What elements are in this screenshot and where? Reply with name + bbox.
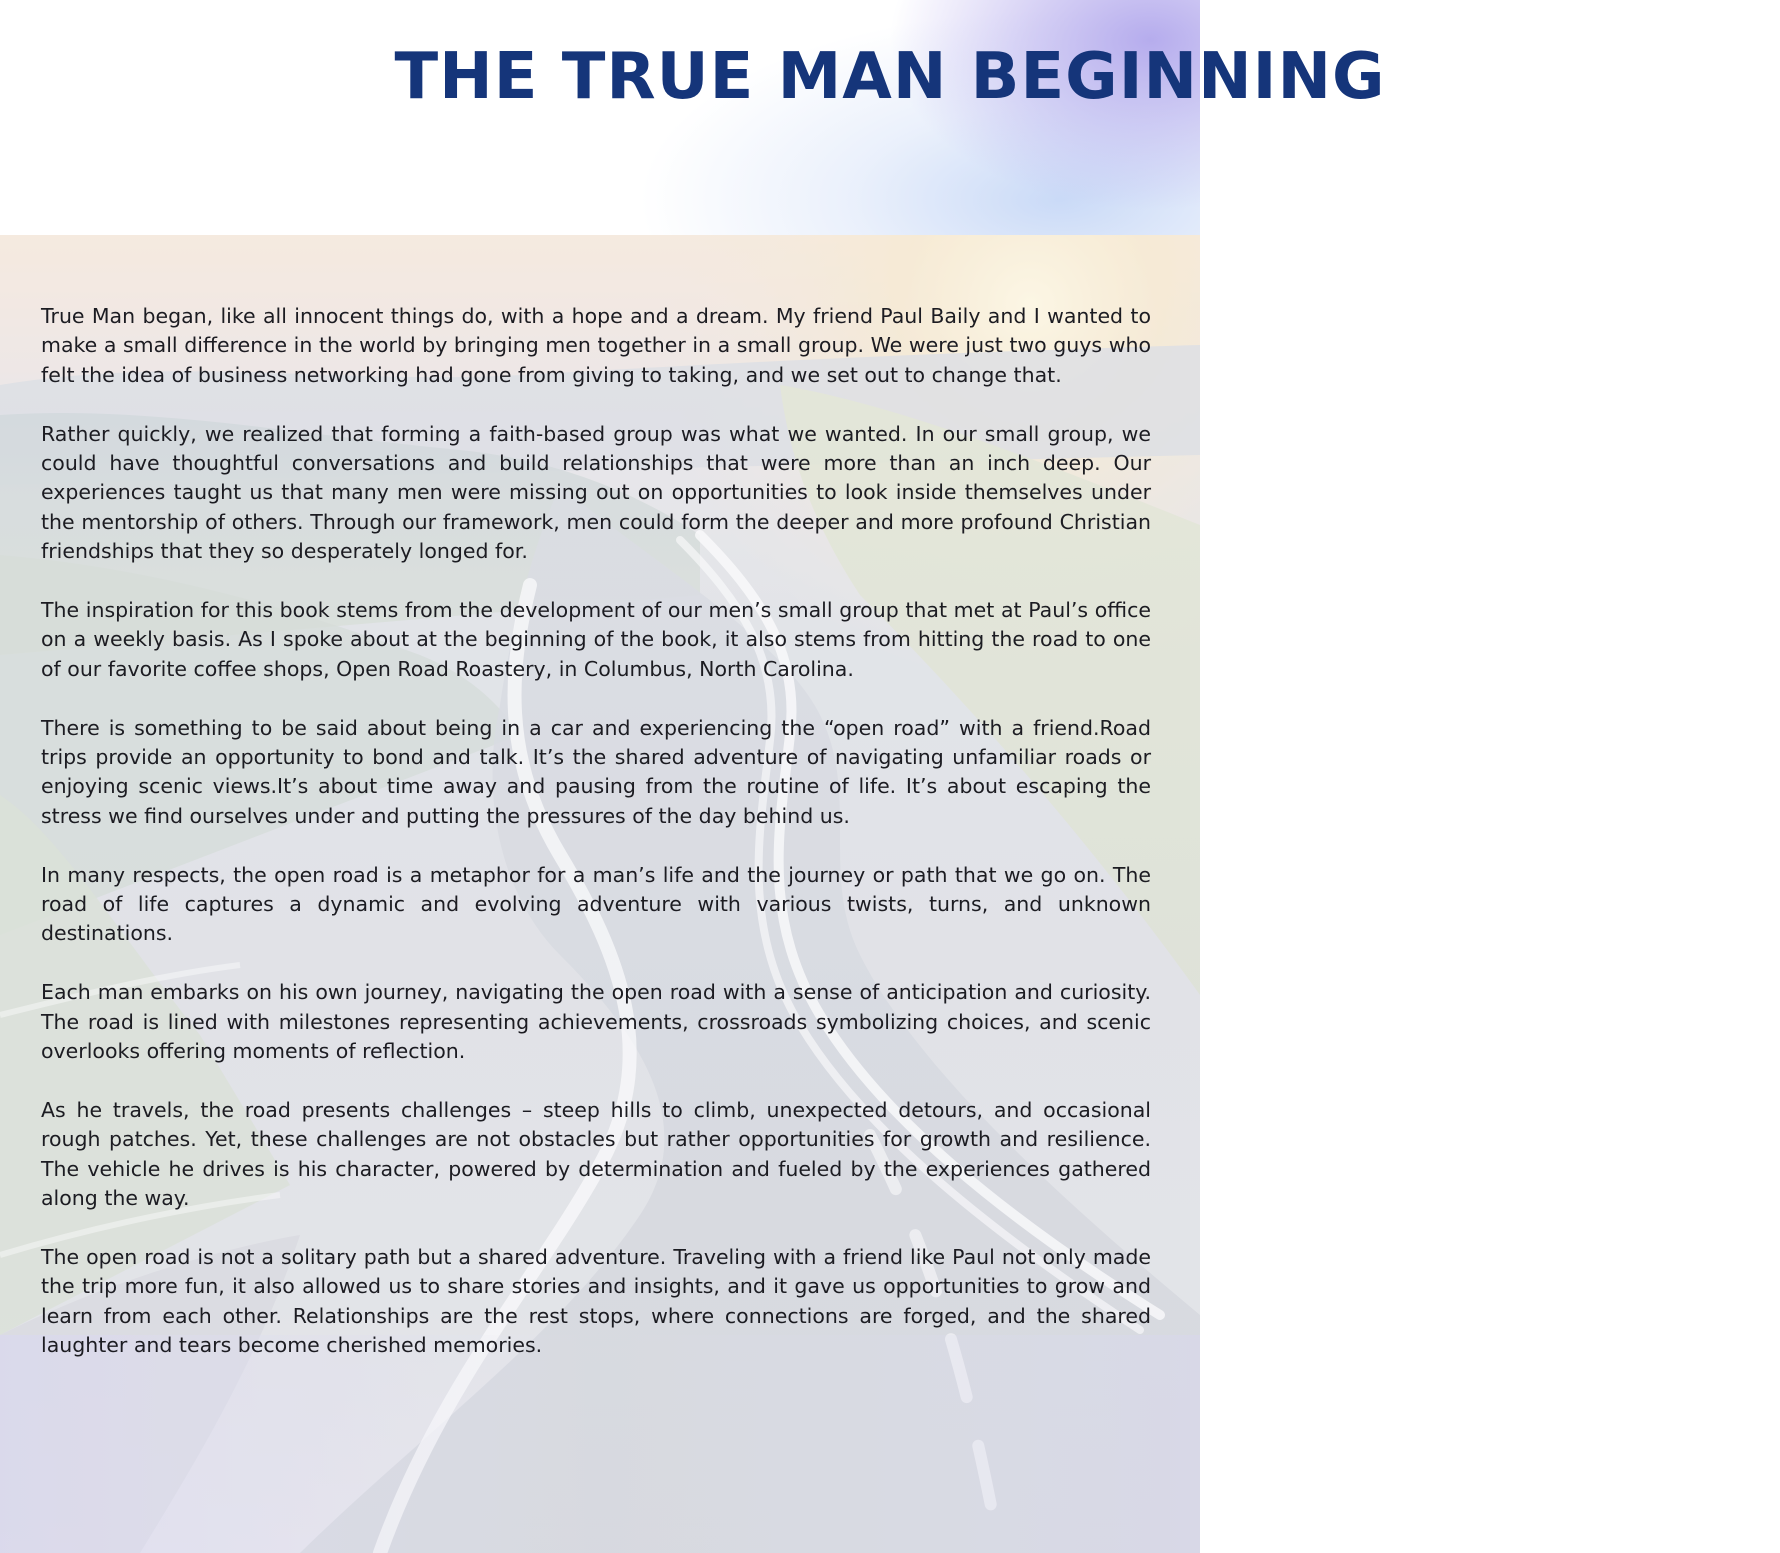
paragraph-4: There is something to be said about being in a car and experiencing the “open road” with a friend.Road trips provide an opportunity to bond and talk. It’s the shared adventure of navigating unfamiliar roads or enjoying scenic views.It’s about time away and pausing from the routine of life. It’s about escaping the stress we find ourselves under and putting the pressures of the day behind us.	[41, 715, 1151, 828]
page-header	[0, 0, 1386, 235]
paragraph-3: The inspiration for this book stems from the development of our men’s small group that met at Paul’s office on a weekly basis. As I spoke about at the beginning of the book, it also stems from hitting the road to one of our favorite coffee shops, Open Road Roastery, in Columbus, North Carolina.	[41, 598, 1151, 681]
paragraph-1: True Man began, like all innocent things do, with a hope and a dream. My friend Paul Baily and I wanted to make a small difference in the world by bringing men together in a small group. We were just two guys who felt the idea of business networking had gone from giving to taking, and we set out to change that.	[41, 304, 1151, 387]
paragraph-8: The open road is not a solitary path but a shared adventure. Traveling with a friend like Paul not only made the trip more fun, it also allowed us to share stories and insights, and it gave us opportunities to grow and learn from each other. Relationships are the rest stops, where connections are forged, and the shared laughter and tears become cherished memories.	[41, 1244, 1151, 1358]
paragraph-6: Each man embarks on his own journey, navigating the open road with a sense of anticipation and curiosity. The road is lined with milestones representing achievements, crossroads symbolizing choices, and scenic overlooks offering moments of reflection.	[41, 980, 1151, 1064]
page-title: THE TRUE MAN BEGINNING	[394, 40, 1386, 114]
paragraph-5: In many respects, the open road is a metaphor for a man’s life and the journey or path that we go on. The road of life captures a dynamic and evolving adventure with various twists, turns, and unknown destinations.	[41, 862, 1151, 946]
article-body	[41, 302, 1151, 1390]
paragraph-2: Rather quickly, we realized that forming a faith-based group was what we wanted. In our small group, we could have thoughtful conversations and build relationships that were more than an inch deep. Our experiences taught us that many men were missing out on opportunities to look inside themselves under the mentorship of others. Through our framework, men could form the deeper and more profound Christian friendships that they so desperately longed for.	[41, 421, 1151, 564]
paragraph-7: As he travels, the road presents challenges – steep hills to climb, unexpected detours, and occasional rough patches. Yet, these challenges are not obstacles but rather opportunities for growth and resilience. The vehicle he drives is his character, powered by determination and fueled by the experiences gathered along the way.	[41, 1097, 1151, 1211]
